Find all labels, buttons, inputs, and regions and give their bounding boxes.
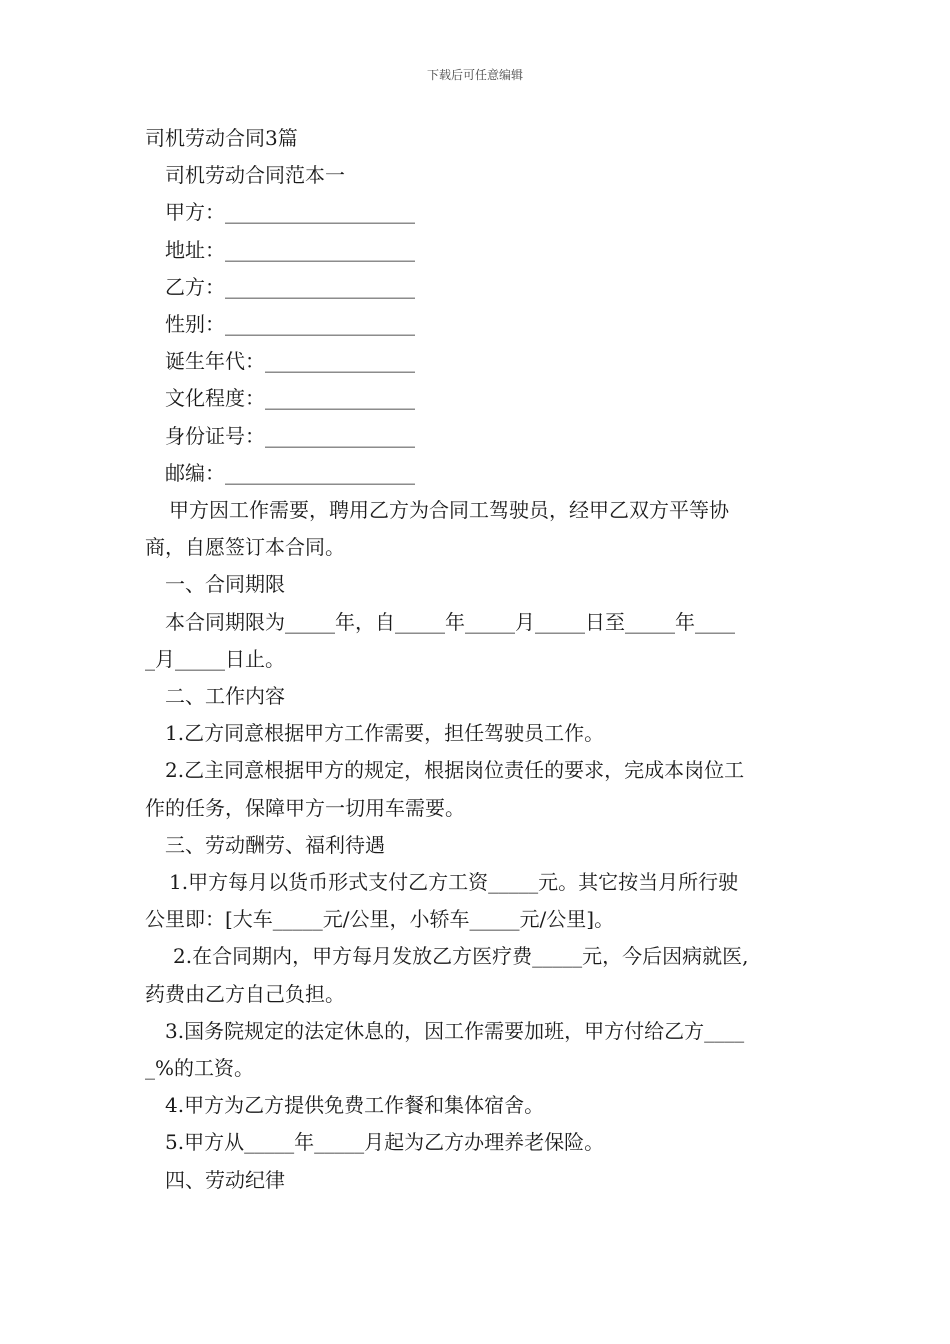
- section-3-heading: 三、劳动酬劳、福利待遇: [165, 832, 385, 857]
- field-address: 地址：___________________: [165, 237, 415, 262]
- section-2-item-1: 1.乙方同意根据甲方工作需要，担任驾驶员工作。: [165, 721, 605, 746]
- field-education: 文化程度：_______________: [165, 386, 415, 411]
- field-postcode: 邮编：___________________: [165, 460, 415, 485]
- section-3-item-3-line-1: 3.国务院规定的法定休息的，因工作需要加班，甲方付给乙方____: [165, 1018, 745, 1043]
- field-party-a: 甲方：___________________: [165, 200, 415, 225]
- document-body: [145, 120, 825, 1199]
- field-gender: 性别：___________________: [165, 312, 415, 337]
- section-3-item-2-line-2: 药费由乙方自己负担。: [145, 981, 345, 1006]
- section-1-line-1: 本合同期限为_____年，自_____年_____月_____日至_____年____: [165, 609, 735, 634]
- section-2-item-2-line-2: 作的任务，保障甲方一切用车需要。: [145, 795, 465, 820]
- section-3-item-1-line-1: 1.甲方每月以货币形式支付乙方工资_____元。其它按当月所行驶: [169, 870, 739, 895]
- section-1-heading: 一、合同期限: [165, 572, 285, 597]
- section-3-item-2-line-1: 2.在合同期内，甲方每月发放乙方医疗费_____元，今后因病就医,: [173, 944, 749, 969]
- field-party-b: 乙方：___________________: [165, 274, 415, 299]
- field-id-number: 身份证号：_______________: [165, 423, 415, 448]
- header-note: 下载后可任意编辑: [426, 68, 523, 82]
- section-2-item-2-line-1: 2.乙主同意根据甲方的规定，根据岗位责任的要求，完成本岗位工: [165, 758, 745, 783]
- section-2-heading: 二、工作内容: [165, 684, 285, 709]
- section-3-item-1-line-2: 公里即：[大车_____元/公里，小轿车_____元/公里]。: [145, 907, 615, 932]
- field-birth-year: 诞生年代：_______________: [165, 349, 415, 374]
- document-subtitle: 司机劳动合同范本一: [165, 163, 345, 188]
- section-4-heading: 四、劳动纪律: [165, 1167, 285, 1192]
- section-3-item-5: 5.甲方从_____年_____月起为乙方办理养老保险。: [165, 1130, 605, 1155]
- section-1-line-2: _月_____日止。: [145, 646, 285, 671]
- section-3-item-4: 4.甲方为乙方提供免费工作餐和集体宿舍。: [165, 1093, 545, 1118]
- intro-line-2: 商，自愿签订本合同。: [145, 535, 345, 560]
- intro-line-1: 甲方因工作需要，聘用乙方为合同工驾驶员，经甲乙双方平等协: [169, 498, 729, 523]
- section-3-item-3-line-2: _%的工资。: [145, 1056, 255, 1081]
- document-title: 司机劳动合同3篇: [145, 126, 298, 150]
